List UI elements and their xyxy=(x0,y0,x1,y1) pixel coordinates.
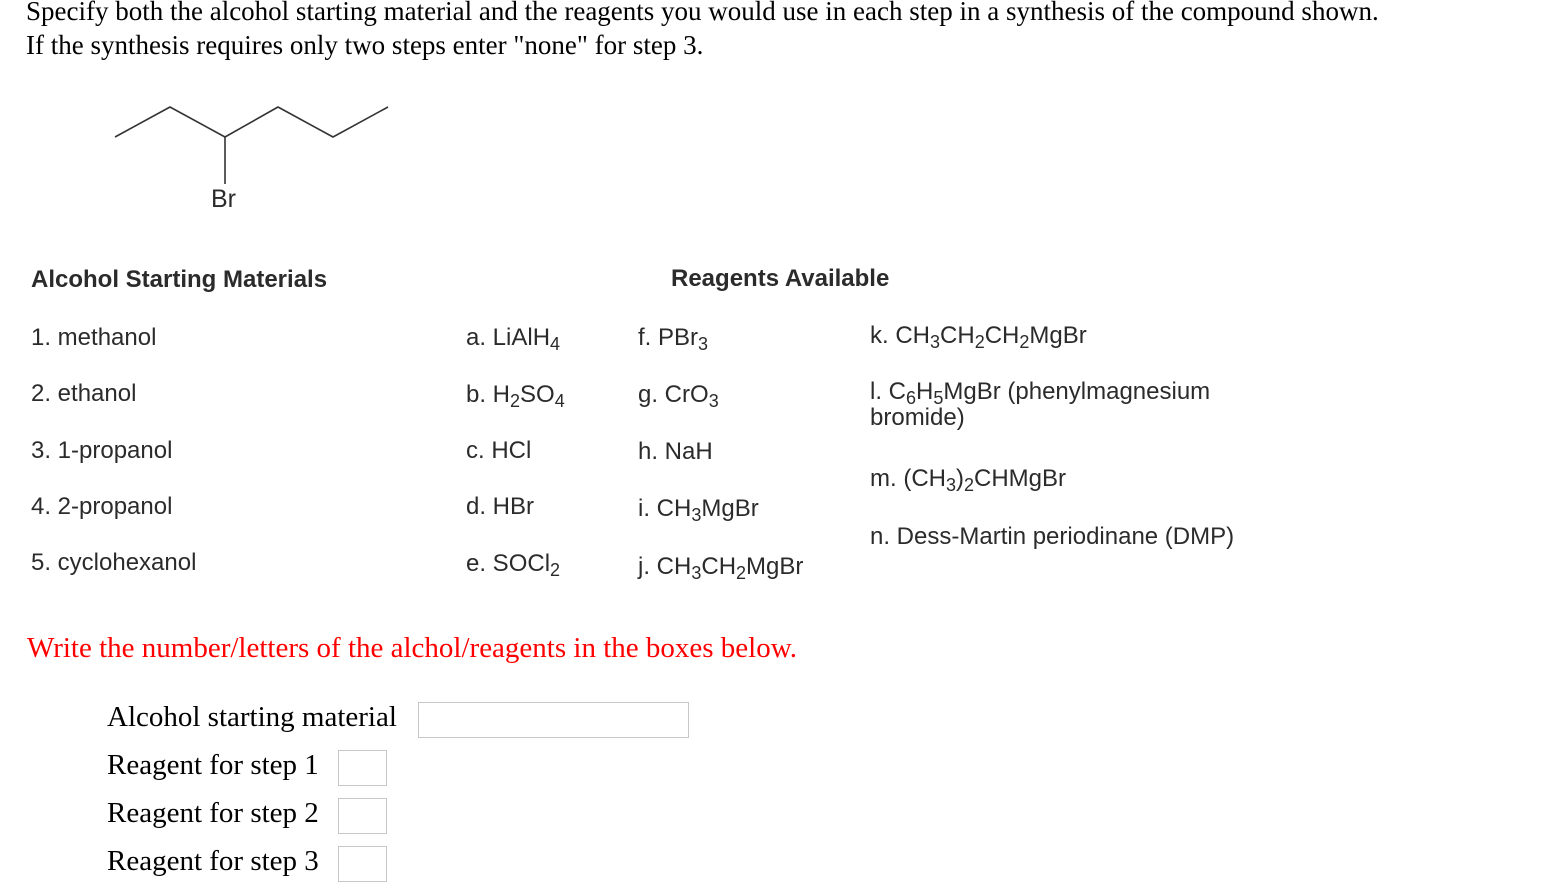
step-2-label: Reagent for step 2 xyxy=(107,797,319,829)
reagent-m: m. $(CH_3)_2CHMgBr$ xyxy=(870,465,1067,495)
step-1-label: Reagent for step 1 xyxy=(107,749,319,781)
step-3-label: Reagent for step 3 xyxy=(107,845,319,877)
reagent-b: b. $H_2SO_4$ xyxy=(466,381,565,411)
alcohol-item: 2. ethanol xyxy=(31,380,137,407)
reagent-j: j. $CH_3CH_2MgBr$ xyxy=(638,553,804,583)
alcohol-item: 5. cyclohexanol xyxy=(31,549,197,576)
reagent-n: n. Dess-Martin periodinane (DMP) xyxy=(870,523,1235,550)
alcohol-item: 1. methanol xyxy=(31,324,157,351)
question-line-1: Specify both the alcohol starting material and the reagents you would use in each step in a synthesis of the compound shown. xyxy=(26,0,1379,26)
reagents-heading: Reagents Available xyxy=(671,265,890,292)
reagent-c: c. HCl xyxy=(466,437,532,464)
reagent-l: l. $C_6H_5MgBr$ (phenylmagnesium bromide) xyxy=(870,378,1211,431)
reagent-g: g. CrO$_3$ xyxy=(638,381,719,411)
alcohol-item: 3. 1-propanol xyxy=(31,437,173,464)
reagent-k: k. $CH_3CH_2CH_2MgBr$ xyxy=(870,322,1087,352)
question-line-2: If the synthesis requires only two steps enter "none" for step 3. xyxy=(26,30,704,60)
reagent-d: d. HBr xyxy=(466,493,535,520)
alcohols-heading: Alcohol Starting Materials xyxy=(31,266,328,293)
reagent-step-2-input[interactable] xyxy=(338,798,387,834)
bromine-label: Br xyxy=(211,185,236,213)
alcohol-starting-material-input[interactable] xyxy=(418,702,689,738)
alcohol-item: 4. 2-propanol xyxy=(31,493,173,520)
target-molecule-structure xyxy=(0,0,420,230)
reagent-f: f. PBr$_3$ xyxy=(638,324,709,354)
reagent-a: a. LiAlH$_4$ xyxy=(466,324,561,354)
reagent-step-3-input[interactable] xyxy=(338,846,387,882)
reagent-step-1-input[interactable] xyxy=(338,750,387,786)
carbon-skeleton xyxy=(115,107,388,137)
instruction-text: Write the number/letters of the alchol/reagents in the boxes below. xyxy=(27,632,798,664)
reagent-h: h. NaH xyxy=(638,438,713,465)
reagent-e: e. SOCl$_2$ xyxy=(466,550,561,580)
reagent-i: i. $CH_3MgBr$ xyxy=(638,495,759,525)
alcohol-starting-material-label: Alcohol starting material xyxy=(107,701,397,733)
